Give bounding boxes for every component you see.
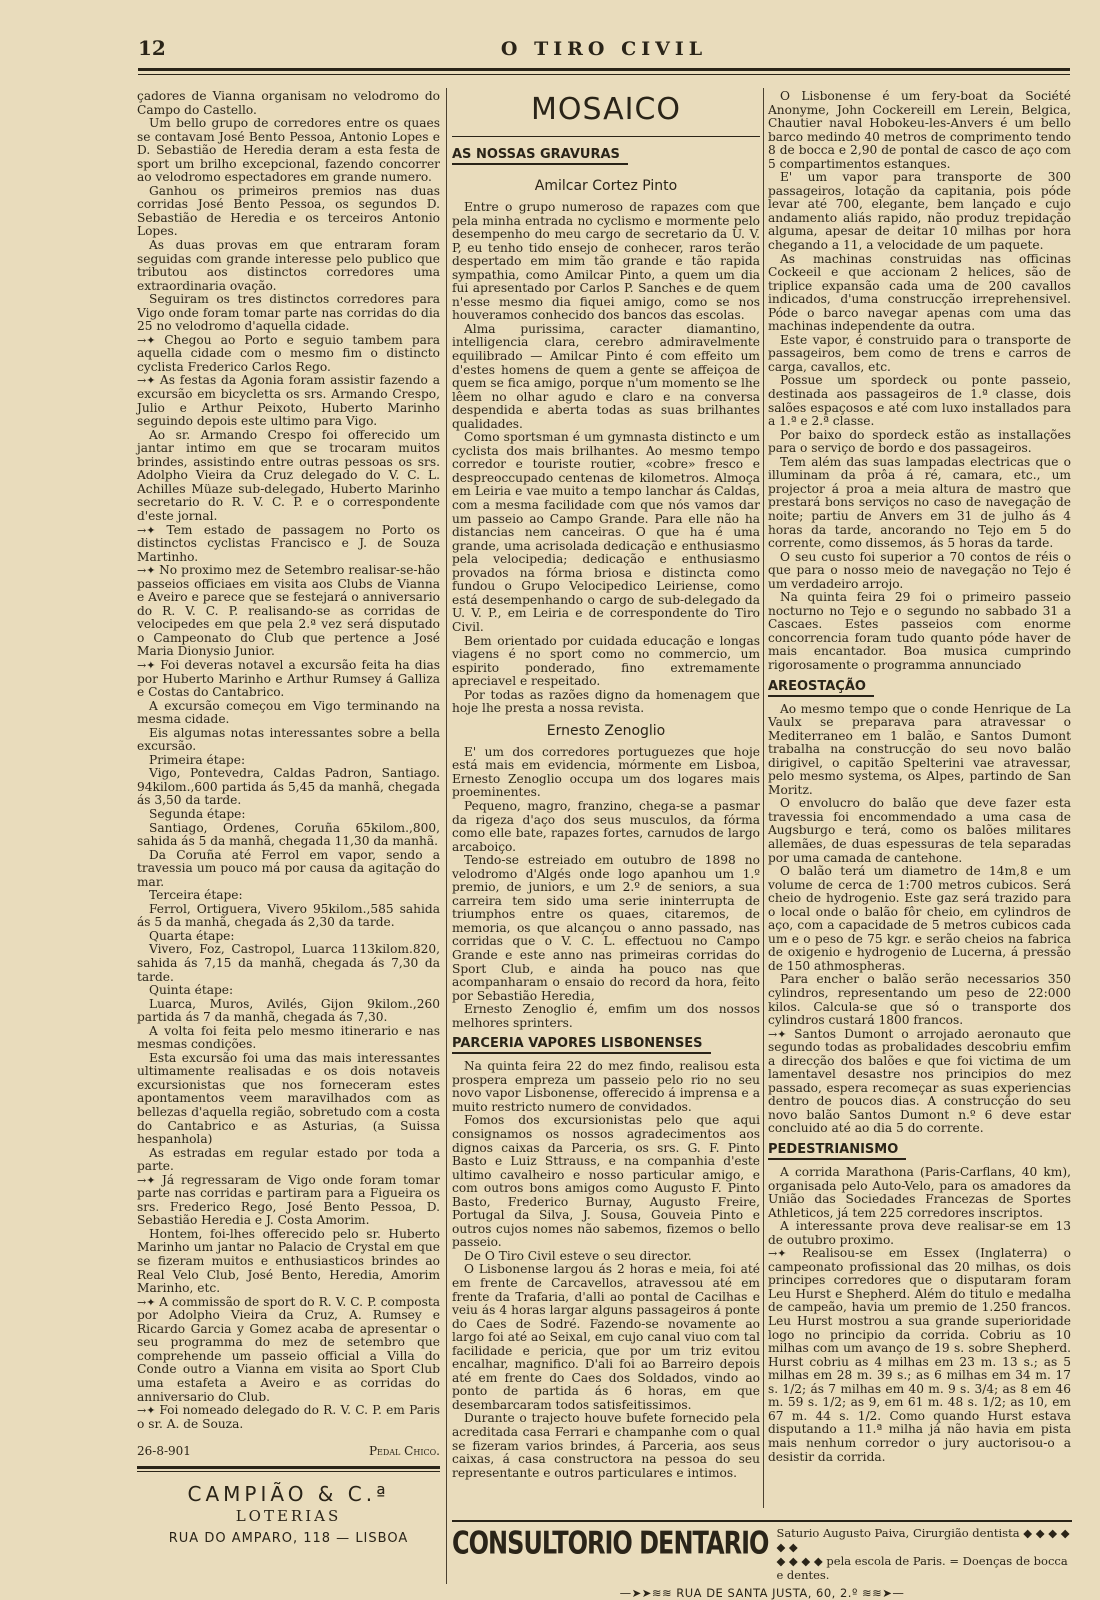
advert-campiao xyxy=(137,1466,440,1548)
paragraph: E' um vapor para transporte de 300 passageiros, lotação da capitania, pois póde levar até 700, elegante, bem lançado e cujo andamento aliás rapido, não produz trepidação alguma, apesar de deitar 10 milhas por hora chegando a 11, a velocidade de um paquete. xyxy=(768,170,1071,253)
bird-ornament-icon: →✦ xyxy=(137,1295,160,1309)
paragraph: O Lisbonense é um fery-boat da Société Anonyme, John Cockereill em Lerein, Belgica, Chautier naval Hobokeu-les-Anvers é um bello barco medindo 40 metros de comprimento tendo 8 de bocca e 2,90 de pontal de casco de aço com 5 compartimentos estanques. xyxy=(768,89,1071,171)
paragraph: Para encher o balão serão necessarios 350 cylindros, representando um peso de 22:000 kilos. Calcula-se que só o transporte dos cylindros custará 1800 francos. xyxy=(768,972,1071,1028)
paragraph: Pequeno, magro, franzino, chega-se a pasmar da rigeza d'aço dos seus musculos, da fórma como elle bate, rapazes fortes, carnudos de largo arcaboiço. xyxy=(452,798,760,854)
paragraph: →✦ Foi deveras notavel a excursão feita ha dias por Huberto Marinho e Arthur Rumsey á Galliza e Costas do Cantabrico. xyxy=(137,657,440,700)
paragraph: →✦ As festas da Agonia foram assistir fazendo a excursão em bicycletta os srs. Armando Crespo, Julio e Arthur Peixoto, Huberto Marinho seguindo depois este ultimo para Vigo. xyxy=(137,373,440,429)
bird-ornament-icon: →✦ xyxy=(768,1027,795,1041)
paragraph: Por todas as razões digno da homenagem que hoje lhe presta a nossa revista. xyxy=(452,687,760,716)
advert-campiao-address: RUA DO AMPARO, 118 — LISBOA xyxy=(168,1531,409,1546)
paragraph: →✦ Já regressaram de Vigo onde foram tomar parte nas corridas e partiram para a Figueira os srs. Frederico Rego, José Bento Pessoa, D. Sebastião Heredia e J. Costa Amorim. xyxy=(137,1172,440,1228)
paragraph: A excursão começou em Vigo terminando na mesma cidade. xyxy=(137,698,440,727)
paragraph: Ao sr. Armando Crespo foi offerecido um jantar intimo em que se trocaram muitos brindes, assistindo entre outras pessoas os srs. Adolpho Vieira da Cruz delegado do V. C. L. Achilles Müaze sub-delegado, Huberto Marinho secretario do R. V. C. P. e o correspondente d'este jornal. xyxy=(137,427,440,523)
paragraph: Como sportsman é um gymnasta distincto e um cyclista dos mais brilhantes. Ao mesmo tempo corredor e touriste routier, «cobre» fresco e despreoccupado centenas de kilometros. Almoça em Leiria e vae muito a tempo lanchar ás Caldas, com a mesma facilidade com que nós vamos dar um passeio ao Campo Grande. Para elle não ha distancias nem canceiras. O que ha é uma grande, uma acrisolada dedicação e enthusiasmo pela velocipedia; dedicação e enthusiasmo provados na fórma briosa e distincta como fundou o Grupo Velocipedico Leiriense, como está desempenhando o cargo de sub-delegado da U. V. P., em Leiria e de correspondente do Tiro Civil. xyxy=(452,430,760,634)
bird-ornament-icon: →✦ xyxy=(137,564,160,578)
areostacao-article xyxy=(768,703,1071,1137)
bird-ornament-icon: →✦ xyxy=(137,333,165,347)
paragraph: Luarca, Muros, Avilés, Gijon 9kilom.,260 partida ás 7 da manhã, chegada ás 7,30. xyxy=(137,996,440,1025)
paragraph: çadores de Vianna organisam no velodromo do Campo do Castello. xyxy=(137,89,440,117)
paragraph: O Lisbonense largou ás 2 horas e meia, foi até em frente de Carcavellos, atravessou até em frente da Trafaria, d'alli ao pontal de Cacilhas e veiu ás 4 horas largar alguns passageiros á ponte do Caes de Sodré. Fazendo-se novamente ao largo foi até ao Seixal, em cujo canal viuo com tal facilidade e pericia, que por um triz evitou encalhar, magnifico. D'ali foi ao Barreiro depois até em frente do Caes dos Soldados, vindo ao ponto de partida ás 6 horas, em que desembarcaram todos satisfeitissimos. xyxy=(452,1262,760,1412)
column-divider-2 xyxy=(763,88,764,1508)
paragraph: Na quinta feira 22 do mez findo, realisou esta prospera empreza um passeio pelo rio no seu novo vapor Lisbonense, offerecido á imprensa e a muito restricto numero de convidados. xyxy=(452,1059,760,1114)
paragraph: Vivero, Foz, Castropol, Luarca 113kilom.820, sahida ás 7,15 da manhã, chegada ás 7,30 da tarde. xyxy=(137,942,440,984)
paragraph: A interessante prova deve realisar-se em 13 de outubro proximo. xyxy=(768,1219,1071,1247)
bird-ornament-icon: →✦ xyxy=(137,658,161,672)
mosaico-rule xyxy=(452,136,760,137)
column-2 xyxy=(452,90,760,1480)
bird-ornament-icon: →✦ xyxy=(137,374,160,388)
subheading-amilcar: Amilcar Cortez Pinto xyxy=(534,178,678,194)
bird-ornament-icon: →✦ xyxy=(137,1173,162,1187)
sign-name: Pedal Chico. xyxy=(368,1444,440,1459)
zenoglio-article xyxy=(452,746,760,1030)
bird-ornament-icon: →✦ xyxy=(137,1404,160,1418)
page-header xyxy=(138,36,1070,66)
paragraph: →✦ Realisou-se em Essex (Inglaterra) o campeonato profissional das 20 milhas, os dois principes corredores que o disputaram foram Leu Hurst e Shepherd. Além do titulo e medalha de campeão, havia um premio de 1.250 francos. Leu Hurst mostrou a sua grande superioridade logo no principio da corrida. Cobriu as 10 milhas com um avanço de 19 s. sobre Shepherd. Hurst cobriu as 4 milhas em 23 m. 13 s.; as 5 milhas em 28 m. 39 s.; as 6 milhas em 34 m. 17 s. 1/2; ás 7 milhas em 40 m. 9 s. 3/4; as 8 em 46 m. 59 s. 1/2; as 9, em 61 m. 48 s. 1/2; as 10, em 67 m. 44 s. 1/2. Como quando Hurst estava disputando a 11.ª milha já não havia em pista mais nenhum corredor o jury auctorisou-o a desistir da corrida. xyxy=(768,1246,1071,1464)
paragraph: Seguiram os tres distinctos corredores para Vigo onde foram tomar parte nas corridas do dia 25 no velodromo d'aquella cidade. xyxy=(137,292,440,334)
paragraph: Da Coruña até Ferrol em vapor, sendo a travessia um pouco má por causa da agitação do mar. xyxy=(137,847,440,889)
paragraph: Entre o grupo numeroso de rapazes com que pela minha entrada no cyclismo e mormente pelo desempenho do meu cargo de secretario da U. V. P, eu tenho tido ensejo de conhecer, raros terão despertado em mim tão grande e tão rapida sympathia, como Amilcar Pinto, a quem um dia fui apresentado por Carlos P. Sanches e de quem n'esse mesmo dia fiquei amigo, como se nos houveramos conhecido dos bancos das escolas. xyxy=(452,200,760,323)
section-heading-pedestrianismo: PEDESTRIANISMO xyxy=(768,1142,906,1160)
paragraph: E' um dos corredores portuguezes que hoje está mais em evidencia, mórmente em Lisboa, Ernesto Zenoglio occupa um dos logares mais proeminentes. xyxy=(452,744,760,800)
paragraph: Na quinta feira 29 foi o primeiro passeio nocturno no Tejo e o segundo no sabbado 31 a Cascaes. Estes passeios com enorme concorrencia foram tudo quanto póde haver de mais encantador. Boa musica cumprindo rigorosamente o programma annunciado xyxy=(768,590,1071,672)
paragraph: Um bello grupo de corredores entre os quaes se contavam José Bento Pessoa, Antonio Lopes e D. Sebastião de Heredia deram a esta festa de sport um brilho excepcional, fazendo concorrer ao velodromo espectadores em grande numero. xyxy=(137,116,440,185)
paragraph: De O Tiro Civil esteve o seu director. xyxy=(464,1248,692,1263)
lisbonense-article xyxy=(768,90,1071,673)
signature xyxy=(137,1445,440,1459)
paragraph: A volta foi feita pelo mesmo itinerario e nas mesmas condições. xyxy=(137,1023,440,1052)
paragraph: Esta excursão foi uma das mais interessantes ultimamente realisadas e os dois notaveis excursionistas que nos forneceram estes apontamentos veem maravilhados com as bellezas d'aquella região, sobretudo com a costa do Cantabrico e as Asturias, (a Suissa hespanhola) xyxy=(137,1050,440,1147)
section-heading-gravuras: AS NOSSAS GRAVURAS xyxy=(452,147,628,165)
advert-consultorio-address: —➤➤≋≋ RUA DE SANTA JUSTA, 60, 2.º ≋≋➤— xyxy=(619,1586,905,1600)
paragraph: →✦ Santos Dumont o arrojado aeronauto que segundo todas as probalidades descobriu emfim a direcção dos balões e que foi victima de um lamentavel desastre nos principios do mez passado, espera recomeçar as suas experiencias dentro de poucos dias. A construcção do seu novo balão Santos Dumont n.º 6 deve estar concluido até ao dia 5 do corrente. xyxy=(768,1026,1071,1136)
paragraph: Ferrol, Ortiguera, Vivero 95kilom.,585 sahida ás 5 da manhã, chegada ás 2,30 da tarde. xyxy=(137,901,440,930)
column-1-body xyxy=(137,90,440,1431)
advert-consultorio xyxy=(452,1520,1072,1600)
bird-ornament-icon: →✦ xyxy=(768,1247,803,1261)
paragraph: Quarta étape: xyxy=(149,928,235,943)
paragraph: Bem orientado por cuidada educação e longas viagens é no sport como no commercio, um espirito ponderado, fino extremamente apreciavel e respeitado. xyxy=(452,633,760,689)
column-divider-1 xyxy=(446,88,447,1584)
subheading-zenoglio: Ernesto Zenoglio xyxy=(546,722,666,739)
mosaico-title: MOSAICO xyxy=(530,92,682,127)
header-rule-thin xyxy=(138,74,1070,75)
paragraph: O seu custo foi superior a 70 contos de réis o que para o nosso meio de navegação no Tejo é um verdadeiro arrojo. xyxy=(768,549,1071,591)
paragraph: Ernesto Zenoglio é, emfim um dos nossos melhores sprinters. xyxy=(452,1002,760,1030)
paragraph: As estradas em regular estado por toda a parte. xyxy=(137,1145,440,1174)
paragraph: A corrida Marathona (Paris-Carflans, 40 km), organisada pelo Auto-Velo, para os amadores da União das Sociedades Francezas de Sportes Athleticos, já tem 225 corredores inscriptos. xyxy=(768,1165,1071,1220)
paragraph: Vigo, Pontevedra, Caldas Padron, Santiago. 94kilom.,600 partida ás 5,45 da manhã, chegada ás 3,50 da tarde. xyxy=(137,766,440,808)
paragraph: Este vapor, é construido para o transporte de passageiros, bem como de trens e carros de carga, cavallos, etc. xyxy=(768,332,1071,374)
paragraph: Eis algumas notas interessantes sobre a bella excursão. xyxy=(137,725,440,754)
paragraph: Segunda étape: xyxy=(149,806,246,821)
paragraph: →✦ Tem estado de passagem no Porto os distinctos cyclistas Francisco e J. de Souza Martinho. xyxy=(137,522,441,564)
advert-rule-thin xyxy=(137,1471,440,1472)
column-1 xyxy=(137,90,440,1459)
paragraph: Ao mesmo tempo que o conde Henrique de La Vaulx se preparava para atravessar o Mediterraneo em 1 balão, e Santos Dumont trabalha na construcção do seu novo balão dirigivel, o capitão Spelterini vae atravessar, pelo mesmo systema, os Alpes, partindo de San Moritz. xyxy=(768,701,1071,797)
paragraph: →✦ No proximo mez de Setembro realisar-se-hão passeios officiaes em visita aos Clubs de Vianna e Aveiro e parece que se festejará o anniversario do R. V. C. P. realisando-se as corridas de velocipedes em que pela 2.ª vez será disputado o Campeonato do Club que pertence a José Maria Dionysio Junior. xyxy=(137,563,440,659)
paragraph: Santiago, Ordenes, Coruña 65kilom.,800, sahida ás 5 da manhã, chegada 11,30 da manhã. xyxy=(137,820,440,849)
advert-consultorio-line1: Saturio Augusto Paiva, Cirurgião dentista ◆ ◆ ◆ ◆ ◆ ◆ xyxy=(776,1526,1070,1554)
header-rule-thick xyxy=(138,68,1070,71)
paragraph: Tem além das suas lampadas electricas que o illuminam da prôa á ré, camara, etc., um projector á proa a meia altura de mastro que prestará bons serviços no caso de navegação de noite; partiu de Anvers em 31 de julho ás 4 horas da tarde, ancorando no Tejo em 5 do corrente, como dissemos, ás 5 horas da tarde. xyxy=(768,454,1071,551)
paragraph: →✦ Foi nomeado delegado do R. V. C. P. em Paris o sr. A. de Souza. xyxy=(137,1403,440,1431)
section-heading-parceria: PARCERIA VAPORES LISBONENSES xyxy=(452,1036,711,1054)
paragraph: →✦ Chegou ao Porto e seguio tambem para aquella cidade com o mesmo fim o distincto cyclista Frederico Carlos Rego. xyxy=(137,332,440,374)
page-number: 12 xyxy=(138,36,166,60)
parceria-article xyxy=(452,1060,760,1480)
advert-campiao-name: CAMPIÃO & C.ª xyxy=(187,1482,390,1506)
paragraph: Ganhou os primeiros premios nas duas corridas José Bento Pessoa, os segundos D. Sebastião de Heredia e os terceiros Antonio Lopes. xyxy=(137,183,440,239)
paragraph: As machinas construidas nas officinas Cockeeil e que accionam 2 helices, são de triplice expansão cada uma de 200 cavallos indicados, d'uma construcção irreprehensivel. Póde o barco navegar apenas com uma das machinas independente da outra. xyxy=(768,251,1071,334)
section-heading-areostacao: AREOSTAÇÃO xyxy=(768,679,874,697)
advert-consultorio-line2: ◆ ◆ ◆ ◆ pela escola de Paris. = Doenças de bocca e dentes. xyxy=(776,1554,1068,1582)
column-3 xyxy=(768,90,1071,1464)
paragraph: Fomos dos excursionistas pelo que aqui consignamos os nossos agradecimentos aos dignos caixas da Parceria, os srs. G. F. Pinto Basto e Luiz Sttrauss, e na companhia d'este ultimo cavalheiro e nosso particular amigo, e com outros bons amigos como Augusto F. Pinto Basto, Frederico Burnay, Augusto Freire, Portugal da Silva, J. Sousa, Gouveia Pinto e outros cujos nomes não sabemos, fizemos o bello passeio. xyxy=(452,1113,760,1250)
paragraph: Hontem, foi-lhes offerecido pelo sr. Huberto Marinho um jantar no Palacio de Crystal em que se fizeram muitos e enthusiasticos brindes ao Real Velo Club, José Bento, Heredia, Amorim Marinho, etc. xyxy=(137,1226,440,1296)
paragraph: O envolucro do balão que deve fazer esta travessia foi encommendado a uma casa de Augsburgo e terá, como os balões militares allemães, de duas espessuras de tela separadas por uma camada de cantehone. xyxy=(768,796,1071,865)
advert-rule-thick xyxy=(137,1466,440,1469)
bird-ornament-icon: →✦ xyxy=(137,523,167,537)
advert-consultorio-title: CONSULTORIO DENTARIO xyxy=(452,1524,769,1562)
advert-campiao-loterias: LOTERIAS xyxy=(235,1507,342,1525)
paragraph: Alma purissima, caracter diamantino, intelligencia clara, cerebro admiravelmente equilibrado — Amilcar Pinto é com effeito um d'estes homens de quem a gente se affeiçoa de quem se fica amigo, porque n'um momento se lhe lêem no olhar agudo e claro e na conversa despendida e aberta todas as suas brilhantes qualidades. xyxy=(452,321,760,431)
paragraph: Possue um spordeck ou ponte passeio, destinada aos passageiros de 1.ª classe, dois salões espaçosos e até com luxo installados para a 1.ª e 2.ª classe. xyxy=(768,373,1071,429)
paragraph: Por baixo do spordeck estão as installações para o serviço de bordo e dos passageiros. xyxy=(768,427,1071,456)
paragraph: O balão terá um diametro de 14m,8 e um volume de cerca de 1:700 metros cubicos. Será cheio de hydrogenio. Este gaz será trazido para o local onde o balão fôr cheio, em cylindros de aço, com a capacidade de 5 metros cubicos cada um e o peso de 75 kgr. e serão cheios na fabrica de oxigenio e hydrogenio de Lucerna, á pressão de 150 athmospheras. xyxy=(768,864,1071,973)
amilcar-article xyxy=(452,201,760,716)
paragraph: Terceira étape: xyxy=(149,888,243,903)
paragraph: Quinta étape: xyxy=(149,983,234,998)
paragraph: Primeira étape: xyxy=(149,752,246,767)
paragraph: Tendo-se estreiado em outubro de 1898 no velodromo d'Algés onde logo apanhou um 1.º premio, de juniors, e um 2.º de seniors, a sua carreira tem sido uma serie ininterrupta de triumphos entre os quaes, citaremos, de memoria, os que alcançou o anno passado, nas corridas que o V. C. L. effectuou no Campo Grande e este anno nas primeiras corridas do Sport Club, e ainda ha pouco nas que acompanharam o ensaio do record da hora, feito por Sebastião Heredia, xyxy=(452,853,760,1003)
paragraph: As duas provas em que entraram foram seguidas com grande interesse pelo publico que tributou aos distinctos corredores uma extraordinaria ovação. xyxy=(137,238,440,293)
sign-date: 26-8-901 xyxy=(137,1444,191,1459)
advert-consultorio-rule xyxy=(452,1520,1072,1522)
paragraph: →✦ A commissão de sport do R. V. C. P. composta por Adolpho Vieira da Cruz, A. Rumsey e Ricardo Garcia y Gomez acaba de apresentar o seu programma do mez de setembro que comprehende um passeio official a Villa do Conde outro a Vianna em visita ao Sport Club uma estafeta a Aveiro e as corridas do anniversario do Club. xyxy=(137,1294,440,1404)
paragraph: Durante o trajecto houve bufete fornecido pela acreditada casa Ferrari e champanhe com o qual se fizeram varios brindes, á Parceria, aos seus caixas, á casa constructora na pessoa do seu representante e outros particulares e intimos. xyxy=(452,1411,760,1480)
newspaper-title: O TIRO CIVIL xyxy=(500,38,708,60)
pedestrianismo-article xyxy=(768,1166,1071,1464)
